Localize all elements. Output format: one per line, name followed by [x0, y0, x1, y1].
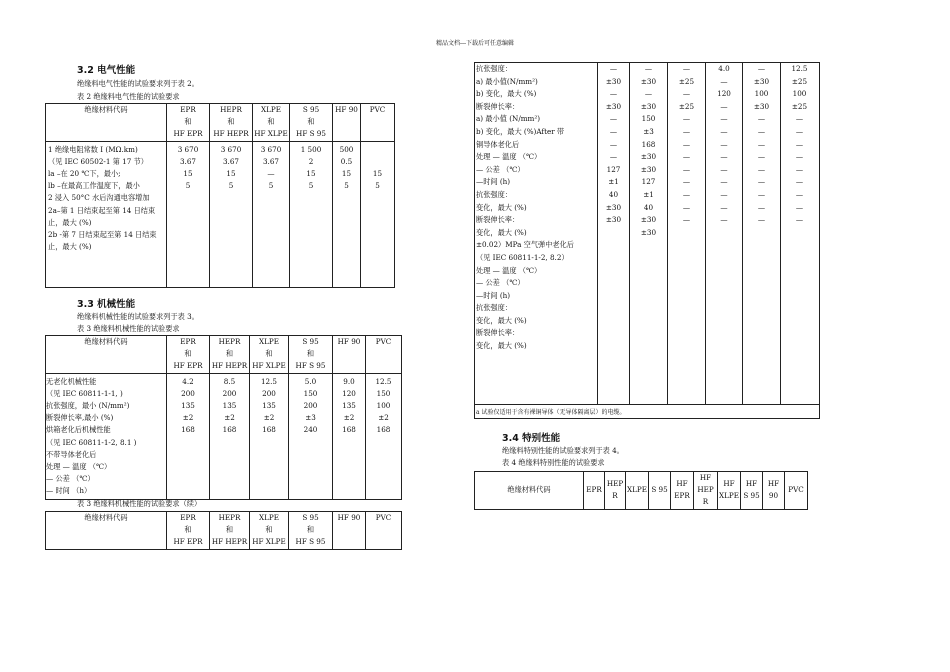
table4-caption: 表 4 绝缘料特别性能的试验要求 — [502, 458, 605, 467]
table3-values-epr: 4.2 200 135 ±2 168 — [167, 373, 210, 499]
right-values-col1: — ±30 — ±30 — — — — 127 ±1 40 ±30 ±30 — [605, 64, 622, 225]
table4-header-hf90: HF 90 — [763, 472, 785, 510]
table-4-special — [474, 471, 808, 510]
table3-values-hf90: 9.0 120 135 ±2 168 — [333, 373, 366, 499]
table3-values-s95: 5.0 150 200 ±3 240 — [289, 373, 333, 499]
table2-values-hf90: 500 0.5 15 5 — [333, 141, 361, 287]
table2-values-epr: 3 670 3.67 15 5 — [167, 141, 210, 287]
table2-values-hepr: 3 670 3.67 15 5 — [210, 141, 253, 287]
right-row-labels: 抗张强度： a) 最小值(N/mm²) b) 变化，最大 (%) 断裂伸长率： a) 最小值 (N/mm²) b) 变化，最大 (%)After 带 铜导体老化后 处理 — 温度 （℃） — 公差 （℃） —时间 (h) 抗张强度： 变化，最大 (%) 断裂伸长率： 变化，最大 (%) ±0.02）MPa 空气弹中老化后 （见 IEC 60811-1-2, 8.2） 处理 — 温度 （℃） — 公差 （℃） —时间 (h) 抗张强度： 变化，最大 (%) 断裂伸长率： 变化，最大 (%) — [476, 64, 574, 351]
table-3-continued-header — [45, 511, 402, 550]
section-heading-3-3: 3.3 机械性能 — [77, 299, 136, 310]
right-values-col2: — ±30 — ±30 150 ±3 168 ±30 ±30 127 ±1 40 ±30 ±30 — [640, 64, 657, 237]
table4-header-hepr: HEP R — [605, 472, 626, 510]
table2-values-pvc: 15 5 — [361, 141, 395, 287]
intro-3-4: 绝缘料特别性能的试验要求列于表 4。 — [502, 446, 624, 455]
table3-values-hepr: 8.5 200 135 ±2 168 — [210, 373, 250, 499]
right-values-col5: — ±30 100 ±30 — — — — — — — — — — [753, 64, 770, 225]
table3-caption-continued: 表 3 绝缘料机械性能的试验要求（续） — [77, 499, 202, 508]
table2-header-s95: S 95 和 HF S 95 — [290, 104, 333, 142]
table4-header-pvc: PVC — [785, 472, 808, 510]
table2-caption: 表 2 绝缘料电气性能的试验要求 — [77, 92, 180, 101]
table2-header-epr: EPR 和 HF EPR — [167, 104, 210, 142]
table2-values-xlpe: 3 670 3.67 — 5 — [253, 141, 290, 287]
footnote-divider — [474, 404, 819, 405]
section-heading-3-4: 3.4 特别性能 — [502, 433, 561, 444]
table4-header-s95: S 95 — [649, 472, 671, 510]
right-values-col3: — ±25 — ±25 — — — — — — — — — — [678, 64, 695, 225]
table2-header-code: 绝缘材料代码 — [46, 104, 167, 142]
table3-header-s95: S 95 和 HF S 95 — [289, 336, 333, 374]
intro-3-2: 绝缘料电气性能的试验要求列于表 2。 — [77, 79, 199, 88]
table3c-header-pvc: PVC — [366, 512, 402, 550]
section-heading-3-2: 3.2 电气性能 — [77, 65, 136, 76]
table4-header-hf-hepr: HF HEP R — [694, 472, 718, 510]
table4-header-code: 绝缘材料代码 — [475, 472, 584, 510]
table2-header-hepr: HEPR 和 HF HEPR — [210, 104, 253, 142]
right-values-col4: 4.0 — 120 — — — — — — — — — — — [717, 64, 731, 225]
table-2-electrical — [45, 103, 395, 288]
intro-3-3: 绝缘料机械性能的试验要求列于表 3。 — [77, 312, 199, 321]
table2-header-pvc: PVC — [361, 104, 395, 142]
table4-header-xlpe: XLPE — [626, 472, 649, 510]
right-values-col6: 12.5 ±25 100 ±25 — — — — — — — — — — [791, 64, 808, 225]
table2-values-s95: 1 500 2 15 5 — [290, 141, 333, 287]
table3c-header-hf90: HF 90 — [333, 512, 366, 550]
table-footnote: a 试验仅适用于含有裸铜导体（无导体隔离层）的电缆。 — [476, 409, 626, 416]
table2-header-xlpe: XLPE 和 HF XLPE — [253, 104, 290, 142]
table2-header-hf90: HF 90 — [333, 104, 361, 142]
table3-header-code: 绝缘材料代码 — [46, 336, 167, 374]
table3-row-labels: 无老化机械性能 （见 IEC 60811-1-1, ) 抗张强度，最小 (N/mm²) 断裂伸长率,最小 (%) 烘箱老化后机械性能 （见 IEC 60811-1-2, 8.1 ) 不带导体老化后 处理 — 温度 （℃） — 公差 （℃） — 时间 （h） — [46, 373, 167, 499]
table3c-header-code: 绝缘材料代码 — [46, 512, 167, 550]
table3c-header-epr: EPR 和 HF EPR — [167, 512, 210, 550]
table3-caption: 表 3 绝缘料机械性能的试验要求 — [77, 324, 180, 333]
table-3-mechanical — [45, 335, 402, 500]
table3c-header-xlpe: XLPE 和 HF XLPE — [250, 512, 289, 550]
page-header: 精品文档---下载后可任意编辑 — [435, 40, 515, 47]
table3-header-hepr: HEPR 和 HF HEPR — [210, 336, 250, 374]
table3c-header-hepr: HEPR 和 HF HEPR — [210, 512, 250, 550]
table3-header-pvc: PVC — [366, 336, 402, 374]
table3-header-hf90: HF 90 — [333, 336, 366, 374]
table4-header-hf-epr: HF EPR — [671, 472, 694, 510]
table4-header-hf-s95: HF S 95 — [741, 472, 763, 510]
table4-header-hf-xlpe: HF XLPE — [718, 472, 741, 510]
table3-header-xlpe: XLPE 和 HF XLPE — [250, 336, 289, 374]
table3-values-xlpe: 12.5 200 135 ±2 168 — [250, 373, 289, 499]
table3-header-epr: EPR 和 HF EPR — [167, 336, 210, 374]
table3c-header-s95: S 95 和 HF S 95 — [289, 512, 333, 550]
table2-row-labels: 1 绝缘电阻常数 I (MΩ.km) （见 IEC 60502-1 第 17 节） la –在 20 ℃下，最小; lb –在最高工作温度下，最小 2 浸入 50°C 水后沟通电容增加 2a–第 1 日结束起至第 14 日结束 止，最大 (%) 2b -第 7 日结束起至第 14 日结束 止，最大 (%) — [46, 141, 167, 287]
table4-header-epr: EPR — [584, 472, 605, 510]
table3-values-pvc: 12.5 150 100 ±2 168 — [366, 373, 402, 499]
